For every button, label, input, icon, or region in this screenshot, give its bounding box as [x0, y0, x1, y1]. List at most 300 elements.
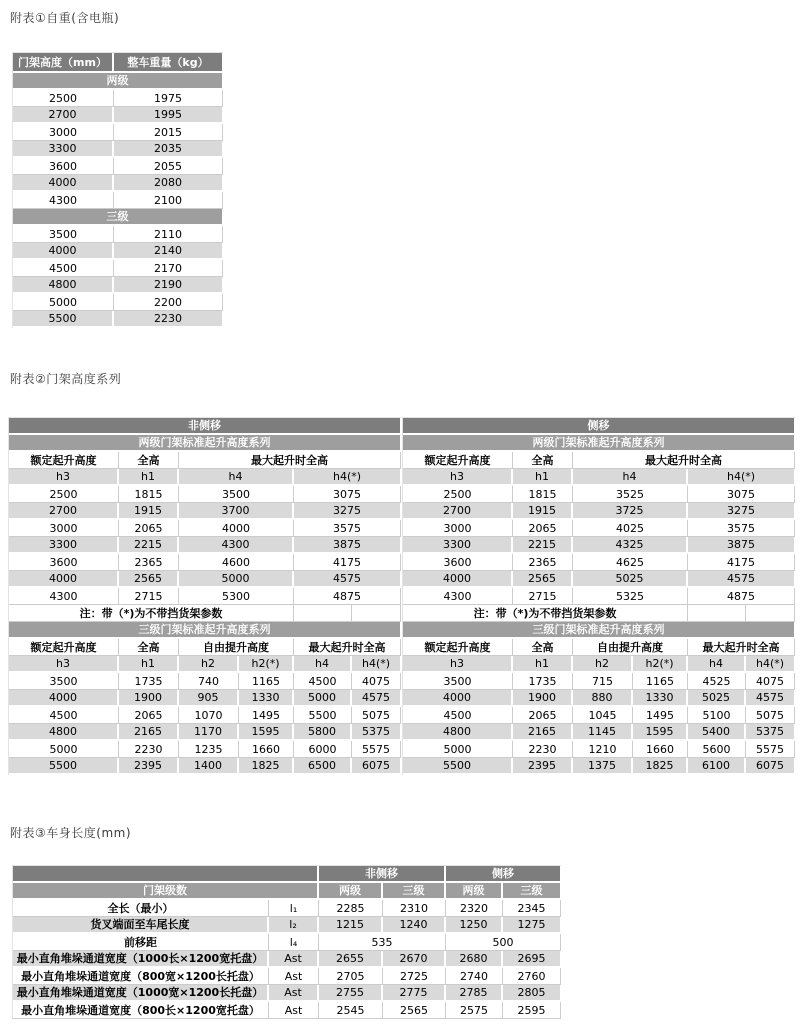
data-cell: 1145 [573, 724, 633, 741]
data-cell: 3500 [403, 673, 513, 690]
group-header: 自由提升高度 [573, 639, 688, 656]
data-cell: 2715 [513, 588, 573, 605]
data-cell: 2670 [383, 951, 446, 968]
data-cell: 2230 [114, 311, 223, 328]
table2-data-row [9, 724, 401, 741]
data-cell: 2740 [446, 968, 503, 985]
table2-data-row [403, 707, 795, 724]
table2-note-row [403, 605, 795, 622]
data-cell: 4025 [573, 520, 688, 537]
sub-header: h2 [179, 656, 239, 673]
data-cell: 6075 [352, 758, 401, 775]
data-cell: 2015 [114, 124, 223, 141]
row-label: 货叉端面至车尾长度 [13, 917, 269, 934]
data-cell: 2575 [446, 1002, 503, 1019]
data-cell: 2500 [403, 486, 513, 503]
data-cell: 2345 [503, 900, 561, 917]
data-cell: 6500 [294, 758, 352, 775]
sub-header: h2 [573, 656, 633, 673]
data-cell: 3500 [9, 673, 119, 690]
data-cell: 4075 [746, 673, 795, 690]
data-cell: 3000 [9, 520, 119, 537]
table3-data-row [13, 934, 561, 951]
table2-data-row [9, 520, 401, 537]
table3-data-row [13, 985, 561, 1002]
row-label: 最小直角堆垛通道宽度（1000宽×1200长托盘） [13, 985, 269, 1002]
table2-data-row [403, 486, 795, 503]
table2-data-row [403, 537, 795, 554]
table2-data-row [9, 486, 401, 503]
data-cell: 6075 [746, 758, 795, 775]
sub-header: h4(*) [688, 469, 795, 486]
table2-subheader-row [403, 656, 795, 673]
table3-title: 附表③车身长度(mm) [10, 826, 132, 840]
data-cell: 1595 [239, 724, 294, 741]
data-cell: 2655 [319, 951, 383, 968]
symbol-cell: Ast [269, 951, 319, 968]
data-cell: 2700 [9, 503, 119, 520]
data-cell: 4800 [9, 724, 119, 741]
data-cell: 2065 [119, 520, 179, 537]
table2-section-row [403, 622, 795, 639]
data-cell: 4500 [403, 707, 513, 724]
data-cell: 2110 [114, 226, 223, 243]
data-cell: 4325 [573, 537, 688, 554]
data-cell: 1595 [633, 724, 688, 741]
data-cell: 2365 [119, 554, 179, 571]
table3-body [13, 866, 561, 1019]
table2-non-sideshift [8, 417, 401, 775]
data-cell: 5500 [294, 707, 352, 724]
data-cell: 1165 [633, 673, 688, 690]
table1-self-weight [12, 52, 223, 328]
table2-group-row [9, 452, 401, 469]
table2-sideshift [402, 417, 795, 775]
column-header: 两级 [446, 883, 503, 900]
table1-data-row [13, 141, 223, 158]
data-cell: 2700 [13, 107, 114, 124]
table2-right-body [403, 418, 795, 775]
data-cell: 1900 [119, 690, 179, 707]
data-cell: 1915 [513, 503, 573, 520]
group-header: 额定起升高度 [9, 452, 119, 469]
column-header: 门架高度（mm） [13, 53, 114, 73]
data-cell: 4300 [13, 192, 114, 209]
section-header: 三级门架标准起升高度系列 [9, 622, 401, 639]
data-cell: 2680 [446, 951, 503, 968]
data-cell: 3525 [573, 486, 688, 503]
data-cell: 3500 [13, 226, 114, 243]
sub-header: h4(*) [294, 469, 401, 486]
data-cell: 1330 [633, 690, 688, 707]
table1-data-row [13, 226, 223, 243]
data-cell: 4600 [179, 554, 294, 571]
table3-data-row [13, 900, 561, 917]
data-cell: 2700 [403, 503, 513, 520]
data-cell: 5500 [13, 311, 114, 328]
data-cell: 5325 [573, 588, 688, 605]
data-cell: 2215 [513, 537, 573, 554]
table1-data-row [13, 158, 223, 175]
data-cell: 5375 [746, 724, 795, 741]
data-cell: 1495 [633, 707, 688, 724]
group-header: 最大起升时全高 [573, 452, 795, 469]
data-cell: 2395 [513, 758, 573, 775]
data-cell: 5375 [352, 724, 401, 741]
data-cell: 3700 [179, 503, 294, 520]
data-cell: 2805 [503, 985, 561, 1002]
data-cell: 715 [573, 673, 633, 690]
table2-data-row [9, 707, 401, 724]
data-cell: 4575 [746, 690, 795, 707]
data-cell: 5300 [179, 588, 294, 605]
table2-data-row [403, 724, 795, 741]
table2-data-row [9, 673, 401, 690]
data-cell: 1825 [633, 758, 688, 775]
data-cell: 2200 [114, 294, 223, 311]
data-cell: 5575 [352, 741, 401, 758]
data-cell: 4175 [294, 554, 401, 571]
sub-header: h3 [9, 656, 119, 673]
sub-header: h2(*) [239, 656, 294, 673]
empty-cell [688, 605, 746, 622]
table1-data-row [13, 311, 223, 328]
data-cell: 1660 [239, 741, 294, 758]
table1-data-row [13, 107, 223, 124]
table1-data-row [13, 192, 223, 209]
section-header: 两级门架标准起升高度系列 [9, 435, 401, 452]
data-cell: 740 [179, 673, 239, 690]
data-cell: 2230 [513, 741, 573, 758]
table3-top-header-row [13, 866, 561, 883]
symbol-cell: l₁ [269, 900, 319, 917]
data-cell: 4500 [13, 260, 114, 277]
data-cell: 2080 [114, 175, 223, 192]
data-cell: 3500 [179, 486, 294, 503]
data-cell: 3600 [403, 554, 513, 571]
data-cell: 5100 [688, 707, 746, 724]
table2-half-sideshift [402, 417, 794, 775]
sub-header: h1 [119, 469, 179, 486]
data-cell: 4175 [688, 554, 795, 571]
data-cell: 2565 [119, 571, 179, 588]
data-cell: 5575 [746, 741, 795, 758]
data-cell: 3600 [9, 554, 119, 571]
data-cell: 2165 [119, 724, 179, 741]
symbol-cell: Ast [269, 968, 319, 985]
data-cell: 4525 [688, 673, 746, 690]
data-cell: 1275 [503, 917, 561, 934]
data-cell: 5600 [688, 741, 746, 758]
group-header: 自由提升高度 [179, 639, 294, 656]
data-cell: 4000 [403, 571, 513, 588]
column-header: 三级 [503, 883, 561, 900]
table2-group-row [403, 452, 795, 469]
table2-data-row [403, 588, 795, 605]
data-cell: 4000 [9, 571, 119, 588]
data-cell: 4300 [179, 537, 294, 554]
group-header: 额定起升高度 [9, 639, 119, 656]
data-cell: 2285 [319, 900, 383, 917]
data-cell: 3075 [294, 486, 401, 503]
data-cell: 2775 [383, 985, 446, 1002]
table2-data-row [403, 690, 795, 707]
group-header: 全高 [119, 639, 179, 656]
data-cell: 4000 [179, 520, 294, 537]
data-cell: 1660 [633, 741, 688, 758]
data-cell: 4500 [9, 707, 119, 724]
data-cell: 2035 [114, 141, 223, 158]
symbol-cell: l₂ [269, 917, 319, 934]
data-cell: 5500 [9, 758, 119, 775]
data-cell: 5000 [9, 741, 119, 758]
table2-variant-row [403, 418, 795, 435]
data-cell: 5500 [403, 758, 513, 775]
sub-header: h4(*) [746, 656, 795, 673]
data-cell: 1375 [573, 758, 633, 775]
data-cell: 4500 [294, 673, 352, 690]
column-header: 门架级数 [13, 883, 319, 900]
data-cell: 2565 [383, 1002, 446, 1019]
table2-note-row [9, 605, 401, 622]
data-cell: 2695 [503, 951, 561, 968]
table3-stage-header-row [13, 883, 561, 900]
table2-title: 附表②门架高度系列 [10, 372, 122, 386]
data-cell: 2365 [513, 554, 573, 571]
data-cell: 3300 [13, 141, 114, 158]
data-cell: 6000 [294, 741, 352, 758]
table2-data-row [403, 520, 795, 537]
symbol-cell: l₄ [269, 934, 319, 951]
table1-section-row [13, 73, 223, 90]
sub-header: h4 [688, 656, 746, 673]
table2-subheader-row [403, 469, 795, 486]
data-cell: 2165 [513, 724, 573, 741]
data-cell: 905 [179, 690, 239, 707]
table3-data-row [13, 917, 561, 934]
variant-header: 侧移 [403, 418, 795, 435]
data-cell: 3600 [13, 158, 114, 175]
data-cell: 2500 [9, 486, 119, 503]
data-cell: 3000 [13, 124, 114, 141]
data-cell: 3575 [294, 520, 401, 537]
data-cell: 2500 [13, 90, 114, 107]
data-cell: 2310 [383, 900, 446, 917]
data-cell: 2755 [319, 985, 383, 1002]
data-cell: 2565 [513, 571, 573, 588]
sub-header: h3 [9, 469, 119, 486]
data-cell: 4800 [403, 724, 513, 741]
column-header: 两级 [319, 883, 383, 900]
row-label: 最小直角堆垛通道宽度（800宽×1200长托盘） [13, 968, 269, 985]
data-cell: 4875 [688, 588, 795, 605]
table1-data-row [13, 175, 223, 192]
data-cell: 5025 [688, 690, 746, 707]
data-cell: 3275 [688, 503, 795, 520]
table2-data-row [9, 554, 401, 571]
data-cell: 2190 [114, 277, 223, 294]
data-cell: 4000 [403, 690, 513, 707]
data-cell: 4075 [352, 673, 401, 690]
symbol-cell: Ast [269, 1002, 319, 1019]
sub-header: h1 [513, 469, 573, 486]
data-cell: 3300 [403, 537, 513, 554]
data-cell: 2705 [319, 968, 383, 985]
data-cell: 2065 [513, 520, 573, 537]
table2-data-row [9, 503, 401, 520]
group-header: 全高 [119, 452, 179, 469]
table1-body [13, 53, 223, 328]
table2-half-non-sideshift [8, 417, 400, 775]
empty-cell [352, 605, 401, 622]
data-cell: 1915 [119, 503, 179, 520]
data-cell: 4575 [294, 571, 401, 588]
data-cell: 5800 [294, 724, 352, 741]
table1-data-row [13, 277, 223, 294]
variant-header: 非侧移 [9, 418, 401, 435]
data-cell: 4300 [9, 588, 119, 605]
table2-variant-row [9, 418, 401, 435]
table1-data-row [13, 90, 223, 107]
table1-data-row [13, 124, 223, 141]
data-cell: 3000 [403, 520, 513, 537]
data-cell: 3875 [294, 537, 401, 554]
data-cell: 1735 [513, 673, 573, 690]
table1-section-row [13, 209, 223, 226]
column-header: 三级 [383, 883, 446, 900]
data-cell: 2170 [114, 260, 223, 277]
table2-group-row [403, 639, 795, 656]
table1-data-row [13, 260, 223, 277]
data-cell: 4800 [13, 277, 114, 294]
note-text: 注：带（*)为不带挡货架参数 [9, 605, 294, 622]
data-cell: 1215 [319, 917, 383, 934]
data-cell: 4000 [13, 175, 114, 192]
data-cell: 4300 [403, 588, 513, 605]
table2-section-row [9, 435, 401, 452]
data-cell: 4575 [688, 571, 795, 588]
data-cell: 5000 [294, 690, 352, 707]
table2-data-row [403, 571, 795, 588]
data-cell: 5000 [13, 294, 114, 311]
data-cell: 1995 [114, 107, 223, 124]
data-cell: 1330 [239, 690, 294, 707]
data-cell: 1735 [119, 673, 179, 690]
note-text: 注：带（*)为不带挡货架参数 [403, 605, 688, 622]
data-cell: 500 [446, 934, 561, 951]
data-cell: 2725 [383, 968, 446, 985]
data-cell: 2065 [513, 707, 573, 724]
data-cell: 4000 [9, 690, 119, 707]
table2-data-row [9, 588, 401, 605]
table2-data-row [9, 690, 401, 707]
data-cell: 5075 [746, 707, 795, 724]
group-header: 额定起升高度 [403, 639, 513, 656]
data-cell: 1900 [513, 690, 573, 707]
table1-data-row [13, 243, 223, 260]
sub-header: h3 [403, 656, 513, 673]
table2-section-row [9, 622, 401, 639]
group-header: 最大起升时全高 [294, 639, 401, 656]
data-cell: 2320 [446, 900, 503, 917]
variant-header: 侧移 [446, 866, 561, 883]
empty-cell [294, 605, 352, 622]
data-cell: 5000 [179, 571, 294, 588]
sub-header: h4 [573, 469, 688, 486]
data-cell: 3575 [688, 520, 795, 537]
group-header: 最大起升时全高 [179, 452, 401, 469]
data-cell: 3275 [294, 503, 401, 520]
data-cell: 2760 [503, 968, 561, 985]
empty-cell [746, 605, 795, 622]
table1-title: 附表①自重(含电瓶) [10, 11, 120, 25]
data-cell: 1170 [179, 724, 239, 741]
data-cell: 2140 [114, 243, 223, 260]
sub-header: h4(*) [352, 656, 401, 673]
section-header: 三级门架标准起升高度系列 [403, 622, 795, 639]
data-cell: 2715 [119, 588, 179, 605]
group-header: 最大起升时全高 [688, 639, 795, 656]
table3-data-row [13, 968, 561, 985]
variant-header: 非侧移 [319, 866, 446, 883]
table2-data-row [403, 554, 795, 571]
section-header: 三级 [13, 209, 223, 226]
data-cell: 3875 [688, 537, 795, 554]
data-cell: 4625 [573, 554, 688, 571]
data-cell: 1250 [446, 917, 503, 934]
data-cell: 1975 [114, 90, 223, 107]
sub-header: h4 [179, 469, 294, 486]
sub-header: h2(*) [633, 656, 688, 673]
data-cell: 1825 [239, 758, 294, 775]
table2-data-row [403, 503, 795, 520]
data-cell: 2395 [119, 758, 179, 775]
table1-header-row [13, 53, 223, 73]
data-cell: 1815 [119, 486, 179, 503]
table2-data-row [9, 571, 401, 588]
table2-data-row [403, 741, 795, 758]
table2-mast-height-series [8, 417, 794, 775]
sub-header: h1 [119, 656, 179, 673]
data-cell: 3300 [9, 537, 119, 554]
corner-cell [13, 866, 319, 883]
sub-header: h1 [513, 656, 573, 673]
table2-subheader-row [9, 656, 401, 673]
table2-subheader-row [9, 469, 401, 486]
table2-left-body [9, 418, 401, 775]
table2-data-row [403, 758, 795, 775]
data-cell: 1240 [383, 917, 446, 934]
group-header: 全高 [513, 452, 573, 469]
symbol-cell: Ast [269, 985, 319, 1002]
table2-group-row [9, 639, 401, 656]
data-cell: 535 [319, 934, 446, 951]
data-cell: 1210 [573, 741, 633, 758]
data-cell: 2215 [119, 537, 179, 554]
data-cell: 2545 [319, 1002, 383, 1019]
data-cell: 2055 [114, 158, 223, 175]
data-cell: 5000 [403, 741, 513, 758]
data-cell: 2230 [119, 741, 179, 758]
data-cell: 2065 [119, 707, 179, 724]
data-cell: 1400 [179, 758, 239, 775]
sub-header: h3 [403, 469, 513, 486]
data-cell: 2595 [503, 1002, 561, 1019]
data-cell: 5075 [352, 707, 401, 724]
table2-data-row [9, 758, 401, 775]
table2-data-row [9, 537, 401, 554]
row-label: 最小直角堆垛通道宽度（1000长×1200宽托盘） [13, 951, 269, 968]
